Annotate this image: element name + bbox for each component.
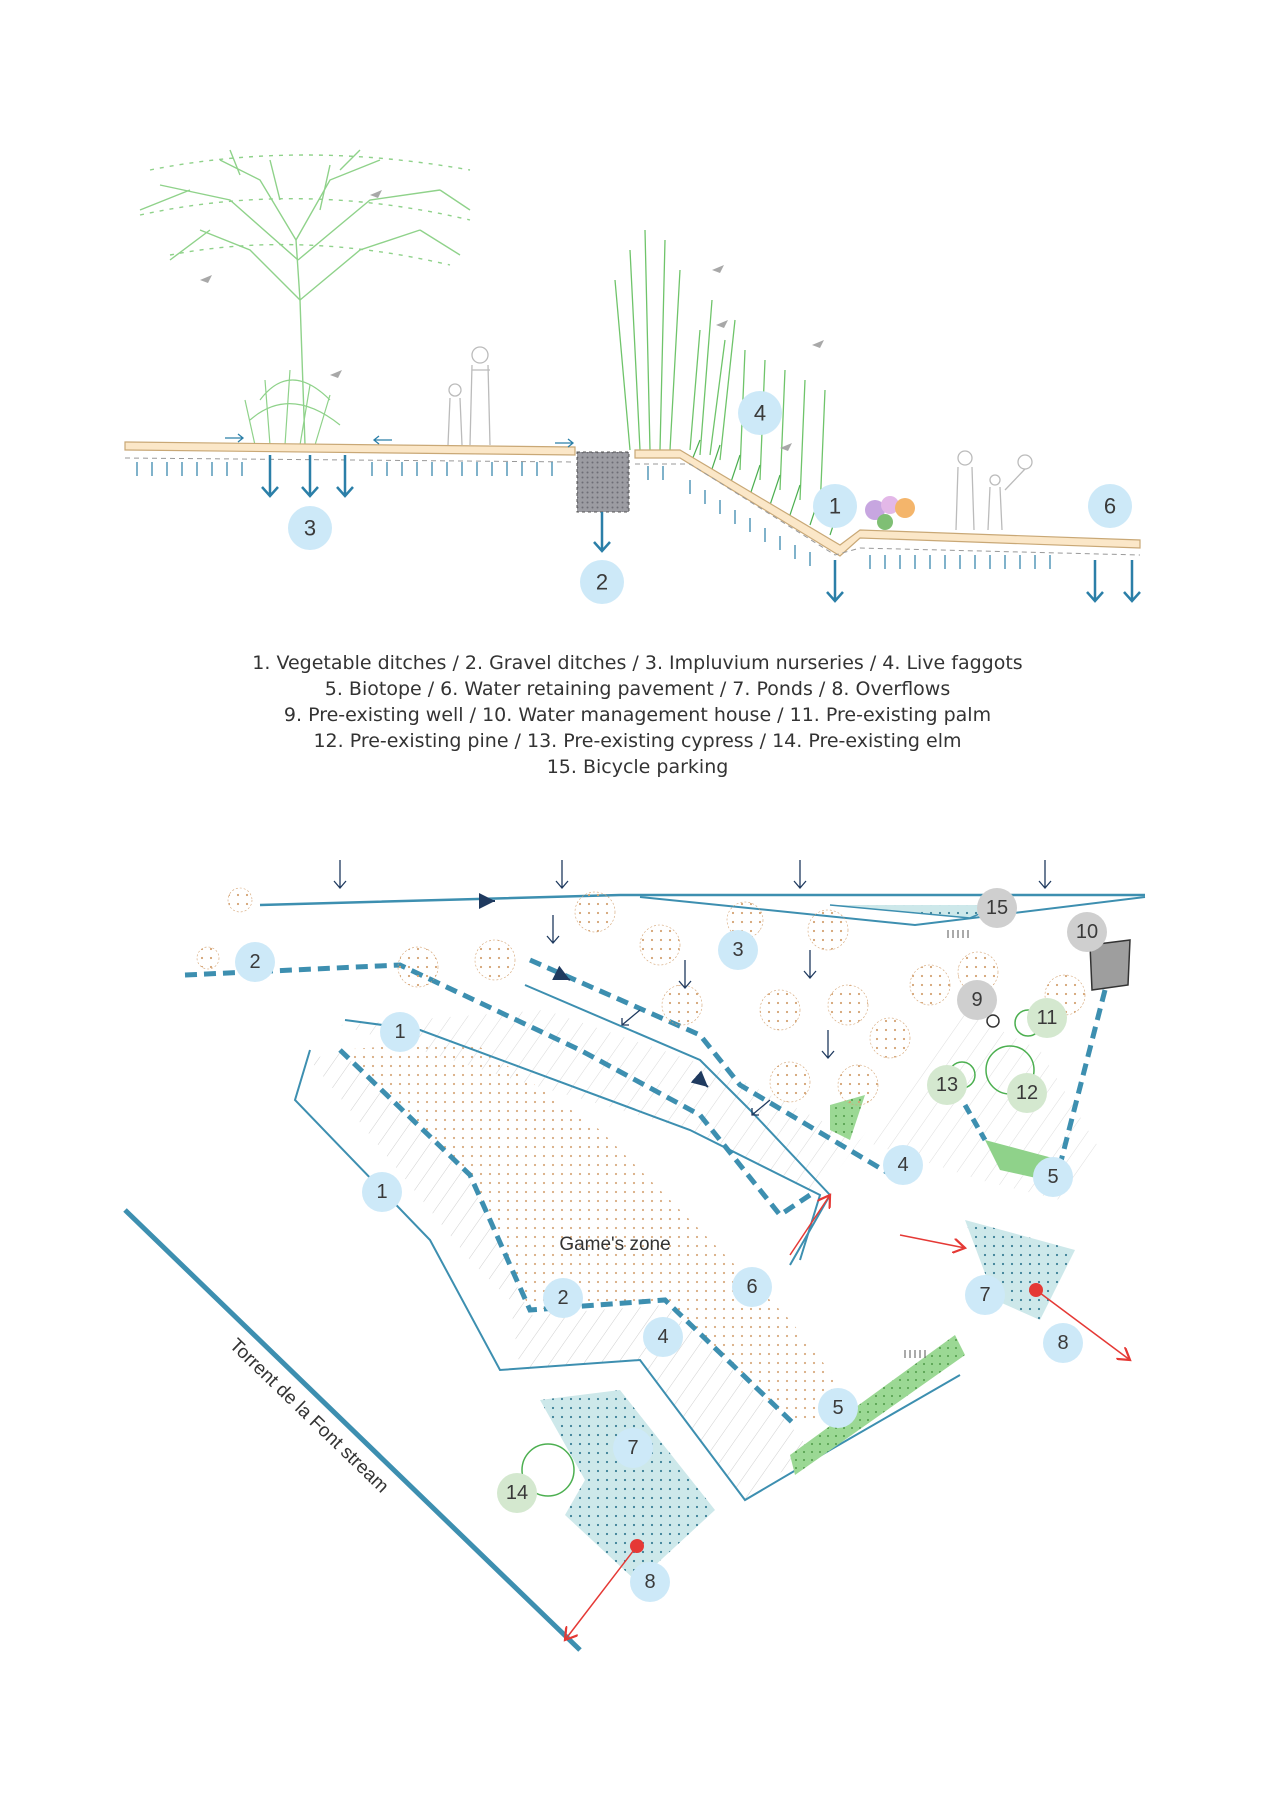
tree-illustration (140, 150, 470, 445)
plan-label-2a: 2 (249, 951, 261, 973)
plan-label-6: 6 (746, 1276, 758, 1298)
overflow-arrow-up (790, 1195, 830, 1255)
plan-label-10: 10 (1075, 921, 1099, 943)
plan-label-4a: 4 (897, 1154, 909, 1176)
well-marker (987, 1015, 999, 1027)
overflow-arrow-bottom (565, 1546, 637, 1640)
plan-badge-4b (643, 1317, 683, 1357)
plan-label-3: 3 (732, 939, 744, 961)
section-badge-3 (288, 506, 332, 550)
plan-badge-4a (883, 1145, 923, 1185)
overflow-arrow-mid (900, 1235, 965, 1248)
section-label-2: 2 (595, 569, 609, 595)
legend-line-5: 15. Bicycle parking (546, 756, 729, 778)
plan-label-13: 13 (935, 1074, 959, 1096)
plan-label-15: 15 (985, 897, 1009, 919)
plan-badge-8a (630, 1562, 670, 1602)
games-zone-label: Game's zone (559, 1234, 671, 1255)
plan-label-5a: 5 (1047, 1166, 1059, 1188)
plan-badge-9 (957, 980, 997, 1020)
section-label-1: 1 (828, 493, 842, 519)
plan-badge-10 (1067, 912, 1107, 952)
plan-label-12: 12 (1015, 1082, 1039, 1104)
section-badge-6 (1088, 484, 1132, 528)
plan-label-5b: 5 (832, 1397, 844, 1419)
plan-badge-8b (1043, 1323, 1083, 1363)
flowers-illustration (865, 496, 915, 530)
people-left (448, 347, 490, 445)
legend-line-2: 5. Biotope / 6. Water retaining pavement / 7. Ponds / 8. Overflows (324, 678, 951, 700)
section-label-6: 6 (1103, 493, 1117, 519)
plan-badge-1b (362, 1172, 402, 1212)
birds-illustration (200, 190, 824, 451)
plan-label-1a: 1 (394, 1021, 406, 1043)
plan-badge-13 (927, 1065, 967, 1105)
ground-surface (125, 442, 1140, 556)
plan-badge-3 (718, 930, 758, 970)
plan-badge-6 (732, 1267, 772, 1307)
people-right (956, 451, 1032, 530)
legend-line-1: 1. Vegetable ditches / 2. Gravel ditches / 3. Impluvium nurseries / 4. Live faggots (252, 652, 1023, 674)
legend (0, 650, 1275, 780)
shrub-illustration (245, 370, 340, 445)
plan-label-14: 14 (505, 1482, 529, 1504)
stream-label: Torrent de la Font stream (225, 1334, 393, 1498)
plan-badge-11 (1027, 998, 1067, 1038)
section-badge-2 (580, 560, 624, 604)
top-channel-pond (830, 905, 1000, 918)
plan-badge-5a (1033, 1157, 1073, 1197)
plan-label-1b: 1 (376, 1181, 388, 1203)
plan-badge-2a (235, 942, 275, 982)
plan-badge-7b (965, 1275, 1005, 1315)
plan-badge-5b (818, 1388, 858, 1428)
plan-badge-15 (977, 888, 1017, 928)
plan-label-9: 9 (971, 989, 983, 1011)
legend-line-4: 12. Pre-existing pine / 13. Pre-existing cypress / 14. Pre-existing elm (313, 730, 962, 752)
plan-badge-1a (380, 1012, 420, 1052)
plan-drawing (125, 860, 1145, 1650)
plan-badge-2b (543, 1278, 583, 1318)
big-infiltration-arrows (262, 455, 1140, 601)
section-badge-4 (738, 391, 782, 435)
gravel-ditch-block (577, 452, 629, 512)
plan-label-2b: 2 (557, 1287, 569, 1309)
legend-line-3: 9. Pre-existing well / 10. Water management house / 11. Pre-existing palm (283, 704, 992, 726)
plan-label-7b: 7 (979, 1284, 991, 1306)
plan-badge-14 (497, 1473, 537, 1513)
plan-badge-7a (613, 1428, 653, 1468)
plan-label-11: 11 (1036, 1007, 1058, 1029)
plan-label-8b: 8 (1057, 1332, 1069, 1354)
section-label-3: 3 (303, 515, 317, 541)
plan-label-7a: 7 (627, 1437, 639, 1459)
section-label-4: 4 (753, 400, 767, 426)
plan-label-8a: 8 (644, 1571, 656, 1593)
grass-illustration (690, 440, 840, 535)
plan-label-4b: 4 (657, 1326, 669, 1348)
section-drawing (125, 150, 1140, 604)
section-badge-1 (813, 484, 857, 528)
plan-badge-12 (1007, 1073, 1047, 1113)
